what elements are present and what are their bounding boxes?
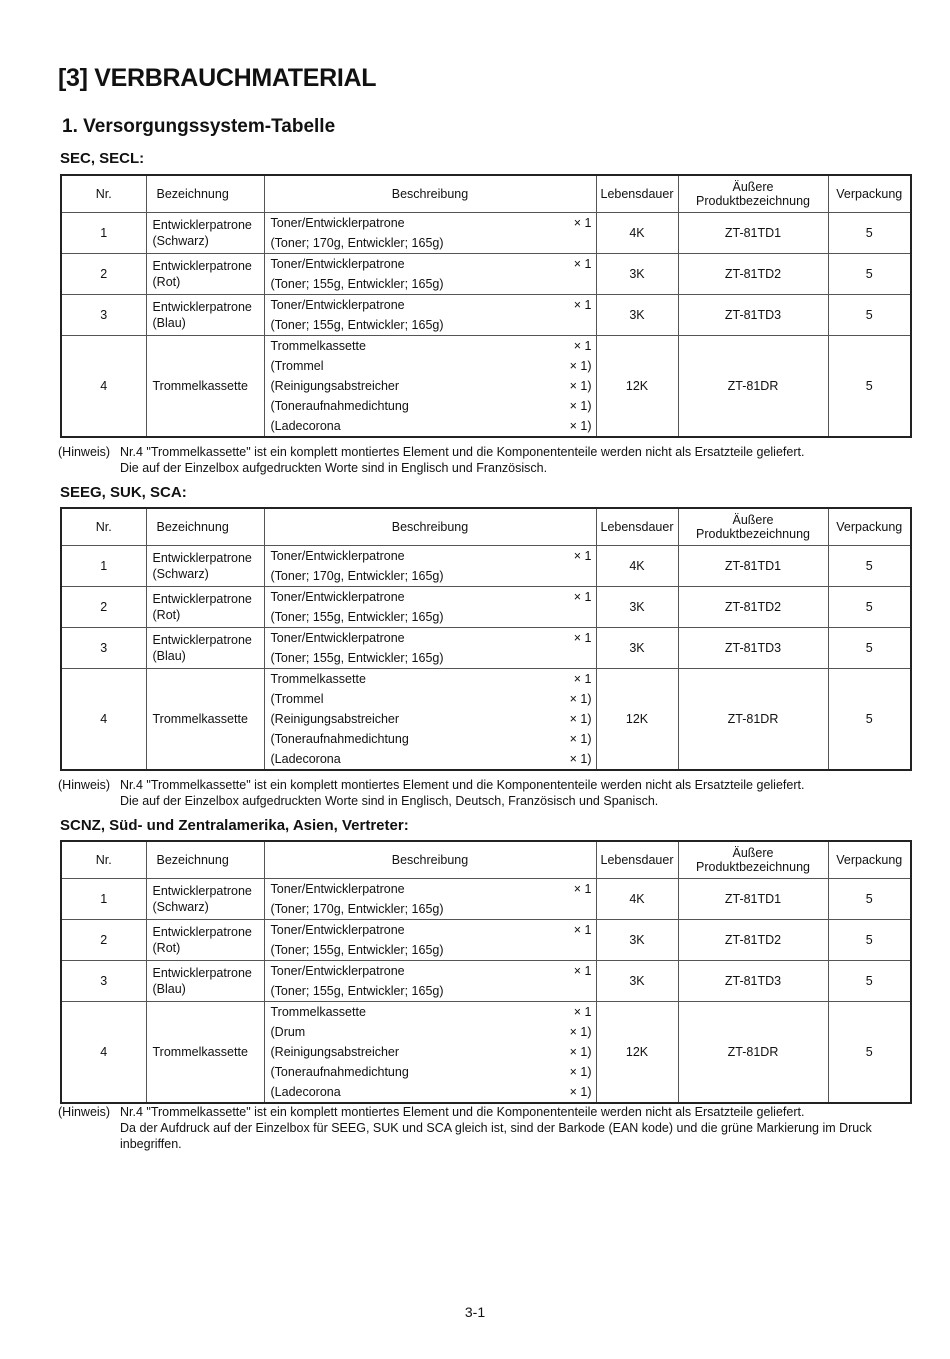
description-text: Toner/Entwicklerpatrone xyxy=(270,549,405,563)
description-text: Toner/Entwicklerpatrone xyxy=(270,298,405,312)
description-line xyxy=(265,1042,596,1062)
description-quantity: × 1 xyxy=(573,298,592,312)
cell-verpackung: 5 xyxy=(828,213,911,254)
description-text: (Toner; 170g, Entwickler; 165g) xyxy=(270,236,444,250)
description-line xyxy=(265,940,596,960)
description-quantity: × 1) xyxy=(569,1065,592,1079)
cell-verpackung: 5 xyxy=(828,546,911,587)
header-beschreibung: Beschreibung xyxy=(264,508,596,546)
page-title: [3] VERBRAUCHMATERIAL xyxy=(58,64,377,92)
header-row xyxy=(61,841,911,879)
description-line xyxy=(265,213,596,233)
bezeichnung-line: Entwicklerpatrone xyxy=(152,925,252,939)
description-quantity: × 1 xyxy=(573,590,592,604)
description-text: (Drum xyxy=(270,1025,306,1039)
description-quantity: × 1 xyxy=(573,964,592,978)
cell-bezeichnung xyxy=(146,546,264,587)
description-line xyxy=(265,295,596,315)
description-text: (Toner; 155g, Entwickler; 165g) xyxy=(270,984,444,998)
description-text: (Ladecorona xyxy=(270,752,341,766)
description-text: (Toneraufnahmedichtung xyxy=(270,732,409,746)
cell-lebensdauer: 12K xyxy=(596,669,678,771)
bezeichnung-line: (Blau) xyxy=(152,982,186,996)
description-line xyxy=(265,981,596,1001)
header-lebensdauer: Lebensdauer xyxy=(596,508,678,546)
description-quantity: × 1 xyxy=(573,672,592,686)
table-row xyxy=(61,879,911,920)
description-line xyxy=(265,233,596,253)
header-bezeichnung: Bezeichnung xyxy=(146,175,264,213)
cell-verpackung: 5 xyxy=(828,961,911,1002)
cell-beschreibung xyxy=(264,628,596,669)
cell-produktbezeichnung: ZT-81DR xyxy=(678,336,828,438)
note-label: (Hinweis) xyxy=(58,778,111,792)
table-row xyxy=(61,1002,911,1104)
description-line xyxy=(265,587,596,607)
description-line xyxy=(265,376,596,396)
cell-beschreibung xyxy=(264,295,596,336)
description-line xyxy=(265,669,596,689)
description-text: (Toneraufnahmedichtung xyxy=(270,1065,409,1079)
description-text: (Reinigungsabstreicher xyxy=(270,712,400,726)
cell-lebensdauer: 3K xyxy=(596,254,678,295)
description-text: Toner/Entwicklerpatrone xyxy=(270,923,405,937)
description-quantity: × 1 xyxy=(573,631,592,645)
description-line xyxy=(265,1062,596,1082)
supply-table-sec xyxy=(60,174,912,438)
cell-beschreibung xyxy=(264,879,596,920)
description-quantity: × 1) xyxy=(569,379,592,393)
bezeichnung-line: (Rot) xyxy=(152,275,181,289)
cell-produktbezeichnung: ZT-81TD1 xyxy=(678,879,828,920)
description-line xyxy=(265,254,596,274)
page-number: 3-1 xyxy=(464,1304,486,1320)
description-line xyxy=(265,1002,596,1022)
cell-nr: 2 xyxy=(61,254,146,295)
cell-lebensdauer: 4K xyxy=(596,546,678,587)
description-line xyxy=(265,607,596,627)
description-quantity: × 1) xyxy=(569,399,592,413)
bezeichnung-line: Entwicklerpatrone xyxy=(152,633,252,647)
cell-lebensdauer: 12K xyxy=(596,1002,678,1104)
bezeichnung-line: Entwicklerpatrone xyxy=(152,551,252,565)
cell-lebensdauer: 3K xyxy=(596,961,678,1002)
description-text: (Toner; 155g, Entwickler; 165g) xyxy=(270,610,444,624)
cell-beschreibung xyxy=(264,961,596,1002)
bezeichnung-line: Trommelkassette xyxy=(152,379,248,393)
cell-produktbezeichnung: ZT-81TD3 xyxy=(678,961,828,1002)
note-text: Nr.4 "Trommelkassette" ist ein komplett montiertes Element und die Komponententeile werden nicht als Ersatzteile geliefert. xyxy=(120,778,805,792)
description-text: (Toner; 155g, Entwickler; 165g) xyxy=(270,318,444,332)
description-quantity: × 1) xyxy=(569,732,592,746)
cell-nr: 3 xyxy=(61,961,146,1002)
table-row xyxy=(61,587,911,628)
table-row xyxy=(61,546,911,587)
header-beschreibung: Beschreibung xyxy=(264,175,596,213)
cell-nr: 4 xyxy=(61,669,146,771)
cell-lebensdauer: 4K xyxy=(596,213,678,254)
supply-table-seeg xyxy=(60,507,912,771)
description-text: Trommelkassette xyxy=(270,339,366,353)
section-title: 1. Versorgungssystem-Tabelle xyxy=(62,116,336,137)
bezeichnung-line: Entwicklerpatrone xyxy=(152,966,252,980)
description-line xyxy=(265,729,596,749)
bezeichnung-line: (Rot) xyxy=(152,608,181,622)
cell-bezeichnung xyxy=(146,213,264,254)
header-bezeichnung: Bezeichnung xyxy=(146,508,264,546)
description-text: Toner/Entwicklerpatrone xyxy=(270,964,405,978)
bezeichnung-line: (Schwarz) xyxy=(152,234,209,248)
cell-verpackung: 5 xyxy=(828,295,911,336)
note-text: Nr.4 "Trommelkassette" ist ein komplett montiertes Element und die Komponententeile werden nicht als Ersatzteile geliefert. xyxy=(120,445,805,459)
cell-nr: 3 xyxy=(61,295,146,336)
cell-verpackung: 5 xyxy=(828,336,911,438)
cell-bezeichnung xyxy=(146,587,264,628)
header-lebensdauer: Lebensdauer xyxy=(596,175,678,213)
header-produkt-line: Produktbezeichnung xyxy=(696,194,810,208)
table-row xyxy=(61,920,911,961)
cell-verpackung: 5 xyxy=(828,587,911,628)
description-line xyxy=(265,1082,596,1102)
header-verpackung: Verpackung xyxy=(828,841,911,879)
note-label: (Hinweis) xyxy=(58,445,111,459)
cell-bezeichnung xyxy=(146,961,264,1002)
bezeichnung-line: (Blau) xyxy=(152,649,186,663)
region-heading-sec: SEC, SECL: xyxy=(60,150,145,167)
bezeichnung-line: Entwicklerpatrone xyxy=(152,300,252,314)
cell-verpackung: 5 xyxy=(828,920,911,961)
table-row xyxy=(61,628,911,669)
description-line xyxy=(265,315,596,335)
header-verpackung: Verpackung xyxy=(828,175,911,213)
note-sec xyxy=(58,444,918,476)
description-line xyxy=(265,648,596,668)
header-nr: Nr. xyxy=(61,175,146,213)
description-text: Toner/Entwicklerpatrone xyxy=(270,590,405,604)
description-text: (Trommel xyxy=(270,692,324,706)
description-line xyxy=(265,899,596,919)
header-produktbezeichnung xyxy=(678,508,828,546)
description-text: (Toner; 155g, Entwickler; 165g) xyxy=(270,943,444,957)
description-line xyxy=(265,416,596,436)
bezeichnung-line: (Schwarz) xyxy=(152,900,209,914)
cell-produktbezeichnung: ZT-81TD3 xyxy=(678,295,828,336)
cell-beschreibung xyxy=(264,336,596,438)
note-scnz xyxy=(58,1104,918,1152)
description-text: Toner/Entwicklerpatrone xyxy=(270,631,405,645)
description-quantity: × 1 xyxy=(573,216,592,230)
cell-bezeichnung xyxy=(146,879,264,920)
header-produktbezeichnung xyxy=(678,175,828,213)
cell-verpackung: 5 xyxy=(828,879,911,920)
cell-nr: 1 xyxy=(61,213,146,254)
description-quantity: × 1 xyxy=(573,923,592,937)
description-line xyxy=(265,566,596,586)
table-row xyxy=(61,669,911,771)
description-text: (Toneraufnahmedichtung xyxy=(270,399,409,413)
cell-produktbezeichnung: ZT-81TD1 xyxy=(678,213,828,254)
cell-bezeichnung xyxy=(146,295,264,336)
cell-beschreibung xyxy=(264,587,596,628)
description-quantity: × 1 xyxy=(573,1005,592,1019)
description-line xyxy=(265,749,596,769)
cell-produktbezeichnung: ZT-81TD2 xyxy=(678,920,828,961)
cell-nr: 2 xyxy=(61,587,146,628)
description-quantity: × 1) xyxy=(569,1045,592,1059)
bezeichnung-line: (Schwarz) xyxy=(152,567,209,581)
cell-bezeichnung xyxy=(146,336,264,438)
note-first-line xyxy=(58,444,918,460)
description-quantity: × 1) xyxy=(569,1025,592,1039)
supply-table-scnz xyxy=(60,840,912,1104)
description-text: (Toner; 155g, Entwickler; 165g) xyxy=(270,651,444,665)
cell-bezeichnung xyxy=(146,628,264,669)
region-heading-scnz: SCNZ, Süd- und Zentralamerika, Asien, Vertreter: xyxy=(60,817,409,834)
bezeichnung-line: Entwicklerpatrone xyxy=(152,592,252,606)
cell-nr: 1 xyxy=(61,879,146,920)
description-text: (Ladecorona xyxy=(270,1085,341,1099)
region-heading-seeg: SEEG, SUK, SCA: xyxy=(60,484,187,501)
header-lebensdauer: Lebensdauer xyxy=(596,841,678,879)
description-quantity: × 1 xyxy=(573,549,592,563)
description-text: Toner/Entwicklerpatrone xyxy=(270,216,405,230)
cell-nr: 1 xyxy=(61,546,146,587)
header-produkt-line: Produktbezeichnung xyxy=(696,527,810,541)
description-line xyxy=(265,1022,596,1042)
description-quantity: × 1 xyxy=(573,339,592,353)
cell-nr: 2 xyxy=(61,920,146,961)
table-row xyxy=(61,254,911,295)
description-line xyxy=(265,628,596,648)
cell-verpackung: 5 xyxy=(828,669,911,771)
cell-nr: 4 xyxy=(61,1002,146,1104)
note-first-line xyxy=(58,1104,918,1120)
cell-bezeichnung xyxy=(146,669,264,771)
description-quantity: × 1) xyxy=(569,752,592,766)
header-produktbezeichnung xyxy=(678,841,828,879)
cell-bezeichnung xyxy=(146,254,264,295)
header-produkt-line: Äußere xyxy=(732,846,774,860)
description-quantity: × 1) xyxy=(569,712,592,726)
description-line xyxy=(265,709,596,729)
cell-produktbezeichnung: ZT-81DR xyxy=(678,669,828,771)
description-text: (Reinigungsabstreicher xyxy=(270,1045,400,1059)
header-nr: Nr. xyxy=(61,508,146,546)
cell-beschreibung xyxy=(264,213,596,254)
cell-beschreibung xyxy=(264,669,596,771)
description-quantity: × 1) xyxy=(569,1085,592,1099)
description-text: (Ladecorona xyxy=(270,419,341,433)
cell-produktbezeichnung: ZT-81TD2 xyxy=(678,587,828,628)
cell-beschreibung xyxy=(264,920,596,961)
cell-beschreibung xyxy=(264,1002,596,1104)
table-row xyxy=(61,336,911,438)
bezeichnung-line: Entwicklerpatrone xyxy=(152,259,252,273)
description-text: (Reinigungsabstreicher xyxy=(270,379,400,393)
description-quantity: × 1) xyxy=(569,359,592,373)
header-row xyxy=(61,175,911,213)
cell-bezeichnung xyxy=(146,920,264,961)
description-text: Trommelkassette xyxy=(270,1005,366,1019)
cell-lebensdauer: 3K xyxy=(596,295,678,336)
description-line xyxy=(265,546,596,566)
description-quantity: × 1) xyxy=(569,419,592,433)
description-text: Toner/Entwicklerpatrone xyxy=(270,257,405,271)
note-label: (Hinweis) xyxy=(58,1105,111,1119)
bezeichnung-line: (Blau) xyxy=(152,316,186,330)
cell-verpackung: 5 xyxy=(828,1002,911,1104)
header-bezeichnung: Bezeichnung xyxy=(146,841,264,879)
cell-produktbezeichnung: ZT-81TD1 xyxy=(678,546,828,587)
header-nr: Nr. xyxy=(61,841,146,879)
description-line xyxy=(265,689,596,709)
cell-lebensdauer: 4K xyxy=(596,879,678,920)
description-line xyxy=(265,336,596,356)
bezeichnung-line: Trommelkassette xyxy=(152,712,248,726)
header-row xyxy=(61,508,911,546)
description-quantity: × 1 xyxy=(573,257,592,271)
cell-nr: 3 xyxy=(61,628,146,669)
cell-verpackung: 5 xyxy=(828,628,911,669)
description-text: (Trommel xyxy=(270,359,324,373)
bezeichnung-line: Entwicklerpatrone xyxy=(152,218,252,232)
description-line xyxy=(265,920,596,940)
description-text: (Toner; 170g, Entwickler; 165g) xyxy=(270,902,444,916)
table-row xyxy=(61,295,911,336)
cell-beschreibung xyxy=(264,546,596,587)
description-line xyxy=(265,879,596,899)
note-seeg xyxy=(58,777,918,809)
cell-verpackung: 5 xyxy=(828,254,911,295)
header-produkt-line: Produktbezeichnung xyxy=(696,860,810,874)
note-text: Da der Aufdruck auf der Einzelbox für SEEG, SUK und SCA gleich ist, sind der Barkode (EAN kode) und die grüne Markierung im Druck inbegriffen. xyxy=(120,1121,872,1151)
description-line xyxy=(265,396,596,416)
cell-beschreibung xyxy=(264,254,596,295)
description-text: (Toner; 155g, Entwickler; 165g) xyxy=(270,277,444,291)
note-text: Nr.4 "Trommelkassette" ist ein komplett montiertes Element und die Komponententeile werden nicht als Ersatzteile geliefert. xyxy=(120,1105,805,1119)
cell-lebensdauer: 12K xyxy=(596,336,678,438)
description-line xyxy=(265,274,596,294)
note-text: Die auf der Einzelbox aufgedruckten Worte sind in Englisch und Französisch. xyxy=(120,461,548,475)
header-produkt-line: Äußere xyxy=(732,513,774,527)
cell-produktbezeichnung: ZT-81TD3 xyxy=(678,628,828,669)
description-line xyxy=(265,356,596,376)
table-row xyxy=(61,961,911,1002)
bezeichnung-line: (Rot) xyxy=(152,941,181,955)
header-beschreibung: Beschreibung xyxy=(264,841,596,879)
note-text: Die auf der Einzelbox aufgedruckten Worte sind in Englisch, Deutsch, Französisch und Spanisch. xyxy=(120,794,659,808)
header-produkt-line: Äußere xyxy=(732,180,774,194)
description-quantity: × 1 xyxy=(573,882,592,896)
description-line xyxy=(265,961,596,981)
table-row xyxy=(61,213,911,254)
cell-lebensdauer: 3K xyxy=(596,587,678,628)
cell-produktbezeichnung: ZT-81TD2 xyxy=(678,254,828,295)
description-text: Toner/Entwicklerpatrone xyxy=(270,882,405,896)
cell-produktbezeichnung: ZT-81DR xyxy=(678,1002,828,1104)
description-text: (Toner; 170g, Entwickler; 165g) xyxy=(270,569,444,583)
note-first-line xyxy=(58,777,918,793)
bezeichnung-line: Entwicklerpatrone xyxy=(152,884,252,898)
cell-nr: 4 xyxy=(61,336,146,438)
cell-lebensdauer: 3K xyxy=(596,628,678,669)
header-verpackung: Verpackung xyxy=(828,508,911,546)
description-quantity: × 1) xyxy=(569,692,592,706)
cell-bezeichnung xyxy=(146,1002,264,1104)
bezeichnung-line: Trommelkassette xyxy=(152,1045,248,1059)
description-text: Trommelkassette xyxy=(270,672,366,686)
cell-lebensdauer: 3K xyxy=(596,920,678,961)
